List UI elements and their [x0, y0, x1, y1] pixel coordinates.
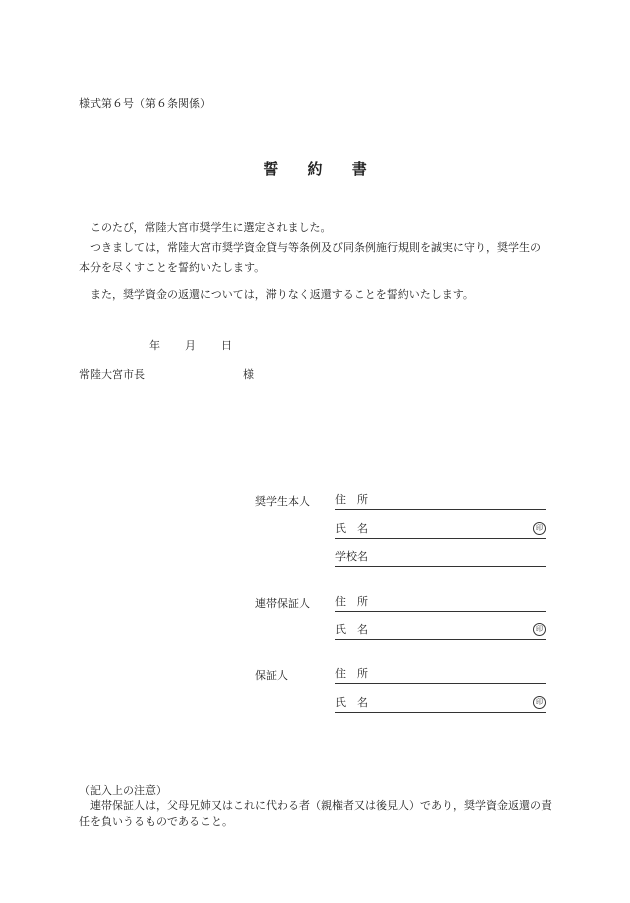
paragraph-pledge: つきましては，常陸大宮市奨学資金貸与等条例及び同条例施行規則を誠実に守り，奨学生の本分を尽くすことを誓約いたします。	[79, 241, 541, 274]
date-month-label: 月	[185, 339, 196, 352]
notes-heading: （記入上の注意）	[79, 784, 167, 797]
student-school-field[interactable]	[335, 548, 546, 567]
seal-icon: 印	[533, 522, 546, 535]
student-party-label: 奨学生本人	[255, 495, 310, 508]
joint-guarantor-name-label: 氏 名	[335, 623, 368, 636]
seal-icon: 印	[533, 696, 546, 709]
date-day-label: 日	[221, 339, 232, 352]
guarantor-address-field[interactable]	[335, 665, 546, 684]
addressee-name: 常陸大宮市長	[79, 368, 145, 381]
paragraph-repayment: また，奨学資金の返還については，滞りなく返還することを誓約いたします。	[90, 288, 474, 301]
student-name-field[interactable]	[335, 520, 546, 539]
student-address-label: 住 所	[335, 493, 368, 506]
student-address-field[interactable]	[335, 491, 546, 510]
joint-guarantor-name-field[interactable]	[335, 621, 546, 640]
seal-icon: 印	[533, 623, 546, 636]
guarantor-name-label: 氏 名	[335, 696, 368, 709]
student-school-label: 学校名	[335, 550, 368, 563]
form-number: 様式第６号（第６条関係）	[79, 97, 211, 110]
guarantor-party-label: 保証人	[255, 669, 288, 682]
guarantor-name-field[interactable]	[335, 694, 546, 713]
date-year-label: 年	[149, 339, 160, 352]
notes-body: 連帯保証人は，父母兄姉又はこれに代わる者（親権者又は後見人）であり，奨学資金返還の責任を負いうるものであること。	[79, 799, 552, 828]
guarantor-address-label: 住 所	[335, 667, 368, 680]
joint-guarantor-address-label: 住 所	[335, 595, 368, 608]
student-name-label: 氏 名	[335, 522, 368, 535]
joint-guarantor-party-label: 連帯保証人	[255, 597, 310, 610]
addressee-honorific: 様	[243, 368, 254, 381]
document-title: 誓 約 書	[263, 160, 379, 178]
joint-guarantor-address-field[interactable]	[335, 593, 546, 612]
paragraph-selection: このたび，常陸大宮市奨学生に選定されました。	[90, 221, 332, 234]
